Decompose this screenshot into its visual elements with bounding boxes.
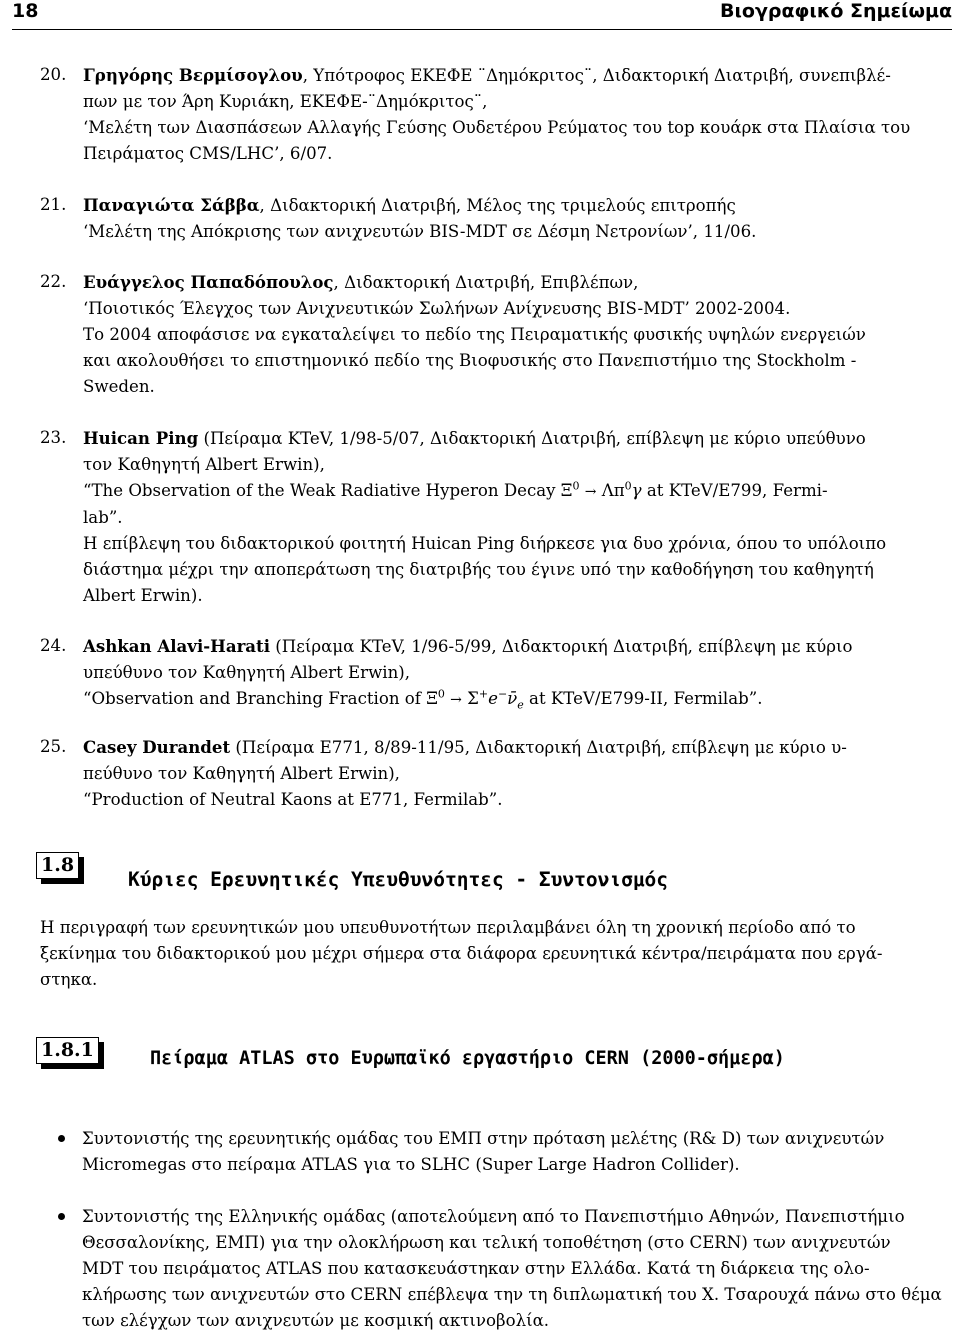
item-text: ‘Μελέτη της Απόκρισης των ανιχνευτών BIS-MDT σε Δέσμη Νετρονίων’, 11/06. [83,222,757,241]
item-number: 20. [40,65,67,84]
item-text: Albert Erwin). [83,586,203,605]
item-text: πεύθυνο τον Καθηγητή Albert Erwin), [83,764,400,783]
person-name: Γρηγόρης Βερμίσογλου [83,65,303,85]
item-text: πων με τον Άρη Κυριάκη, ΕΚΕΦΕ-¨Δημόκριτος¨, [83,92,488,111]
bullet-dot-icon [58,1135,65,1142]
item-text: (Πείραμα E771, 8/89-11/95, Διδακτορική Διατριβή, επίβλεψη με κύριο υ- [230,738,847,757]
section-paragraph [40,915,958,993]
bullet-dot-icon [58,1213,65,1220]
section-number-box: 1.8 [36,852,79,879]
item-text: , Διδακτορική Διατριβή, Επιβλέπων, [333,273,639,292]
item-text: Sweden. [83,377,155,396]
subsection-number-box: 1.8.1 [36,1037,99,1064]
item-text: (Πείραμα KTeV, 1/96-5/99, Διδακτορική Διατριβή, επίβλεψη με κύριο [270,637,853,656]
page-header [12,0,952,28]
item-text: lab”. [83,508,123,527]
bullet-text: Micromegas στο πείραμα ATLAS για το SLHC (Super Large Hadron Collider). [82,1155,740,1174]
running-title: Βιογραφικό Σημείωμα [720,0,952,22]
item-text: Το 2004 αποφάσισε να εγκαταλείψει το πεδίο της Πειραματικής φυσικής υψηλών ενεργειών [83,325,866,344]
bullet-text: MDT του πειράματος ATLAS που κατασκευάστηκαν στην Ελλάδα. Κατά τη διάρκεια της ολο- [82,1259,870,1278]
person-name: Casey Durandet [83,737,231,757]
item-text: ‘Μελέτη των Διασπάσεων Αλλαγής Γεύσης Ουδετέρου Ρεύματος του top κουάρκ στα Πλαίσια του [83,118,911,137]
subsection-title: Πείραμα ATLAS στο Ευρωπαϊκό εργαστήριο CERN (2000-σήμερα) [150,1048,785,1069]
person-name: Ashkan Alavi-Harati [83,636,271,656]
item-text: at KTeV/E799, Fermi- [641,481,828,500]
item-text: “Production of Neutral Kaons at E771, Fermilab”. [83,790,503,809]
bullet-text: Συντονιστής της ερευνητικής ομάδας του ΕΜΠ στην πρόταση μελέτης (R& D) των ανιχνευτών [82,1129,885,1148]
paragraph-line: ξεκίνημα του διδακτορικού μου μέχρι σήμερα στα διάφορα ερευνητικά κέντρα/πειράματα που εργά- [40,944,883,963]
item-text: , Διδακτορική Διατριβή, Μέλος της τριμελούς επιτροπής [259,196,736,215]
item-number: 21. [40,195,67,214]
bullet-text: Συντονιστής της Ελληνικής ομάδας (αποτελούμενη από το Πανεπιστήμιο Αθηνών, Πανεπιστήμιο [82,1207,905,1226]
item-text: Πειράματος CMS/LHC’, 6/07. [83,144,333,163]
item-number: 22. [40,272,67,291]
paragraph-line: Η περιγραφή των ερευνητικών μου υπευθυνοτήτων περιλαμβάνει όλη τη χρονική περίοδο από το [40,918,856,937]
document-page: 18 Βιογραφικό Σημείωμα 20. Γρηγόρης Βερμίσογλου, Υπότροφος ΕΚΕΦΕ ¨Δημόκριτος¨, Διδακτορική Διατριβή, συνεπιβλέ- πων με τον Άρη Κυριάκη, ΕΚΕΦΕ-¨Δημόκριτος¨, ‘Μελέτη των Διασπάσεων Αλλαγής Γεύσης Ουδετέρου Ρεύματος του top κουάρκ στα Πλαίσια του Πειράματος CMS/LHC’, 6/07. 21. Παναγιώτα Σάββα, Διδακτορική Διατριβή, Μέλος της τριμελούς επιτροπής ‘Μελέτη της Απόκρισης των ανιχνευτών BIS-MDT σε Δέσμη Νετρονίων’, 11/06. 22. Ευάγγελος Παπαδόπουλος, Διδακτορική Διατριβή, Επιβλέπων, ‘Ποιοτικός Έλεγχος των Ανιχνευτικών Σωλήνων Ανίχνευσης BIS-MDT’ 2002-2004. Το 2004 αποφάσισε να εγκαταλείψει το πεδίο της Πειραματικής φυσικής υψηλών ενεργειών και ακολουθήσει το επιστημονικό πεδίο της Βιοφυσικής στο Πανεπιστήμιο της Stockholm - Sweden. 23. Huican Ping (Πείραμα KTeV, 1/98-5/07, Διδακτορική Διατριβή, επίβλεψη με κύριο υπεύθυνο τον Καθηγητή Albert Erwin), “The Observation of the Weak Radiative Hyperon Decay $\Xi^0 \to \Lambda\pi^0\gamma$ at KTeV/E799, Fermi- lab”. Η επίβλεψη του διδακτορικού φοιτητή Huican Ping διήρκεσε για δυο χρόνια, όπου το υπόλοιπο διάστημα μέχρι την αποπεράτωση της διατριβής του έγινε υπό την καθοδήγηση του καθηγητή Albert Erwin). 24. Ashkan Alavi-Harati (Πείραμα KTeV, 1/96-5/99, Διδακτορική Διατριβή, επίβλεψη με κύριο υπεύθυνο τον Καθηγητή Albert Erwin), “Observation and Branching Fraction of $\Xi^0$ → $\Sigma^+e^-\nū_e$ at KTeV/E799-II, Fermilab”. 25. Casey Durandet (Πείραμα E771, 8/89-11/95, Διδακτορική Διατριβή, επίβλεψη με κύριο υ- πεύθυνο τον Καθηγητή Albert Erwin), “Production of Neutral Kaons at E771, Fermilab”. 1.8 Κύριες Ερευνητικές Υπευθυνότητες - Συντονισμός Η περιγραφή των ερευνητικών μου υπευθυνοτήτων περιλαμβάνει όλη τη χρονική περίοδο από το ξεκίνημα του διδακτορικού μου μέχρι σήμερα στα διάφορα ερευνητικά κέντρα/πειράματα που εργά- στηκα. 1.8.1 Πείραμα ATLAS στο Ευρωπαϊκό εργαστήριο CERN (2000-σήμερα) Συντονιστής της ερευνητικής ομάδας του ΕΜΠ στην πρόταση μελέτης (R& D) των ανιχνευτών Micromegas στο πείραμα ATLAS για το SLHC (Super Large Hadron Collider). Συντονιστής της Ελληνικής ομάδας (αποτελούμενη από το Πανεπιστήμιο Αθηνών, Πανεπιστήμιο Θεσσαλονίκης, ΕΜΠ) για την ολοκλήρωση και τελική τοποθέτηση (στο CERN) των ανιχνευτών MDT του πειράματος ATLAS που κατασκευάστηκαν στην Ελλάδα. Κατά τη διάρκεια της ολο- κλήρωσης των ανιχνευτών στο CERN επέβλεψα την τη διπλωματική του Χ. Τσαρουχά πάνω στο θέμα των ελέγχων των ανιχνευτών με κοσμική ακτινοβολία. [0,0,960,1334]
bullet-text: κλήρωσης των ανιχνευτών στο CERN επέβλεψα την τη διπλωματική του Χ. Τσαρουχά πάνω στο θέμα [82,1285,942,1304]
paragraph-line: στηκα. [40,970,98,989]
bullet-text: των ελέγχων των ανιχνευτών με κοσμική ακτινοβολία. [82,1311,550,1330]
item-text: “Observation and Branching Fraction of Ξ [83,689,438,708]
bullet-text: Θεσσαλονίκης, ΕΜΠ) για την ολοκλήρωση και τελική τοποθέτηση (στο CERN) των ανιχνευτών [82,1233,891,1252]
header-rule [12,29,952,30]
item-text: ‘Ποιοτικός Έλεγχος των Ανιχνευτικών Σωλήνων Ανίχνευσης BIS-MDT’ 2002-2004. [83,299,791,318]
person-name: Παναγιώτα Σάββα [83,195,260,215]
item-text: , Υπότροφος ΕΚΕΦΕ ¨Δημόκριτος¨, Διδακτορική Διατριβή, συνεπιβλέ- [302,66,891,85]
item-text: Η επίβλεψη του διδακτορικού φοιτητή Huican Ping διήρκεσε για δυο χρόνια, όπου το υπόλοιπο [83,534,887,553]
item-number: 24. [40,636,67,655]
item-text: και ακολουθήσει το επιστημονικό πεδίο της Βιοφυσικής στο Πανεπιστήμιο της Stockholm - [83,351,857,370]
item-number: 25. [40,737,67,756]
page-number: 18 [12,0,39,22]
section-title: Κύριες Ερευνητικές Υπευθυνότητες - Συντονισμός [128,868,669,891]
person-name: Ευάγγελος Παπαδόπουλος [83,272,334,292]
item-number: 23. [40,428,67,447]
item-text: “The Observation of the Weak Radiative Hyperon Decay Ξ [83,481,573,500]
item-text: διάστημα μέχρι την αποπεράτωση της διατριβής του έγινε υπό την καθοδήγηση του καθηγητή [83,560,874,579]
person-name: Huican Ping [83,428,199,448]
item-text: υπεύθυνο τον Καθηγητή Albert Erwin), [83,663,411,682]
item-text: (Πείραμα KTeV, 1/98-5/07, Διδακτορική Διατριβή, επίβλεψη με κύριο υπεύθυνο [198,429,866,448]
item-text: τον Καθηγητή Albert Erwin), [83,455,325,474]
item-text: at KTeV/E799-II, Fermilab”. [523,689,763,708]
